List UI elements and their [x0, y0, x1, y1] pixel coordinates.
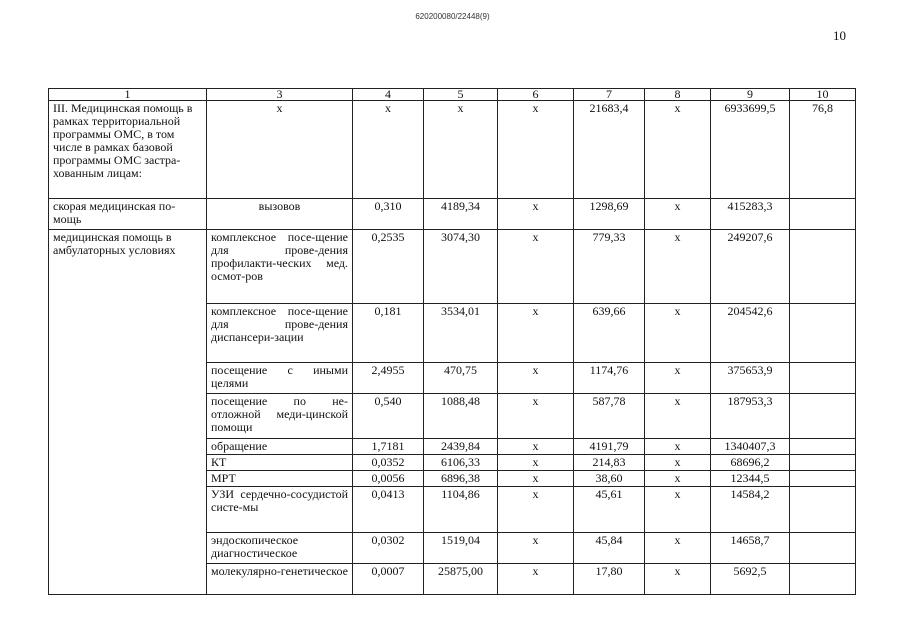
table-cell: молекулярно-генетическое — [207, 564, 353, 595]
table-cell: x — [498, 487, 574, 533]
table-cell: 204542,6 — [711, 304, 790, 363]
data-table — [48, 88, 856, 595]
table-cell: 3074,30 — [424, 230, 498, 304]
header-cell: 7 — [574, 89, 645, 101]
table-cell: 0,181 — [353, 304, 424, 363]
table-cell: 1298,69 — [574, 199, 645, 230]
table-cell — [790, 199, 856, 230]
table-cell: 1,7181 — [353, 439, 424, 455]
table-cell: x — [498, 471, 574, 487]
table-cell: 68696,2 — [711, 455, 790, 471]
header-cell: 5 — [424, 89, 498, 101]
table-cell: 5692,5 — [711, 564, 790, 595]
table-cell: 0,0413 — [353, 487, 424, 533]
table-cell: 76,8 — [790, 101, 856, 199]
table-cell: 21683,4 — [574, 101, 645, 199]
table-cell: x — [645, 101, 711, 199]
table-cell: 639,66 — [574, 304, 645, 363]
table-cell: МРТ — [207, 471, 353, 487]
table-cell: x — [645, 394, 711, 439]
table-cell: 45,84 — [574, 533, 645, 564]
table-cell: 3534,01 — [424, 304, 498, 363]
table-cell: посещение по не-отложной меди-цинской помощи — [207, 394, 353, 439]
table-cell: 0,2535 — [353, 230, 424, 304]
table-cell: x — [498, 363, 574, 394]
table-cell: 415283,3 — [711, 199, 790, 230]
table-cell: 0,310 — [353, 199, 424, 230]
table-cell: комплексное посе-щение для прове-дения профилакти-ческих мед. осмот-ров — [207, 230, 353, 304]
table-cell: 0,0352 — [353, 455, 424, 471]
table-cell: комплексное посе-щение для прове-дения диспансери-зации — [207, 304, 353, 363]
table-cell: 25875,00 — [424, 564, 498, 595]
table-cell: 587,78 — [574, 394, 645, 439]
table-cell: 45,61 — [574, 487, 645, 533]
table-cell: 12344,5 — [711, 471, 790, 487]
table-cell: 0,0056 — [353, 471, 424, 487]
table-cell: 214,83 — [574, 455, 645, 471]
table-cell: x — [645, 199, 711, 230]
table-cell — [790, 394, 856, 439]
table-cell: x — [645, 304, 711, 363]
table-cell: 6106,33 — [424, 455, 498, 471]
table-cell — [790, 471, 856, 487]
table-cell: x — [645, 439, 711, 455]
table-cell: 38,60 — [574, 471, 645, 487]
table-cell — [790, 439, 856, 455]
table-cell: 17,80 — [574, 564, 645, 595]
table-cell: x — [498, 199, 574, 230]
table-cell — [790, 564, 856, 595]
table-cell: 2439,84 — [424, 439, 498, 455]
table-header-row — [49, 89, 856, 101]
table-cell: x — [498, 230, 574, 304]
table-cell: 375653,9 — [711, 363, 790, 394]
table-row — [49, 199, 856, 230]
table-cell: 1340407,3 — [711, 439, 790, 455]
table-cell — [790, 487, 856, 533]
table-cell: 6933699,5 — [711, 101, 790, 199]
table-cell — [790, 363, 856, 394]
header-cell: 3 — [207, 89, 353, 101]
table-cell: 1104,86 — [424, 487, 498, 533]
table-cell: x — [353, 101, 424, 199]
table-cell: 0,0007 — [353, 564, 424, 595]
table-cell: x — [645, 230, 711, 304]
table-cell: 1088,48 — [424, 394, 498, 439]
header-cell: 4 — [353, 89, 424, 101]
table-cell: эндоскопическое диагностическое — [207, 533, 353, 564]
table-cell: 470,75 — [424, 363, 498, 394]
table-cell: x — [645, 455, 711, 471]
table-cell: x — [645, 471, 711, 487]
table-cell: 1519,04 — [424, 533, 498, 564]
table-cell: обращение — [207, 439, 353, 455]
page-number: 10 — [833, 28, 846, 43]
table-cell: x — [645, 363, 711, 394]
table-cell: x — [645, 487, 711, 533]
table-cell: 0,540 — [353, 394, 424, 439]
table-cell: x — [645, 533, 711, 564]
table-cell: 6896,38 — [424, 471, 498, 487]
table-cell: III. Медицинская помощь в рамках территориальной программы ОМС, в том числе в рамках базовой программы ОМС застра-хованным лицам: — [49, 101, 207, 199]
table-cell: вызовов — [207, 199, 353, 230]
table-cell: 0,0302 — [353, 533, 424, 564]
table-cell: 2,4955 — [353, 363, 424, 394]
table-cell: КТ — [207, 455, 353, 471]
table-cell: посещение с иными целями — [207, 363, 353, 394]
table-cell: 4191,79 — [574, 439, 645, 455]
table-cell: 779,33 — [574, 230, 645, 304]
table-cell: 14584,2 — [711, 487, 790, 533]
header-cell: 8 — [645, 89, 711, 101]
table-cell: 1174,76 — [574, 363, 645, 394]
table-cell — [790, 455, 856, 471]
table-cell: x — [498, 439, 574, 455]
table-cell: x — [645, 564, 711, 595]
header-cell: 1 — [49, 89, 207, 101]
table-cell: 249207,6 — [711, 230, 790, 304]
table-cell — [790, 304, 856, 363]
table-cell: 14658,7 — [711, 533, 790, 564]
header-cell: 9 — [711, 89, 790, 101]
table-cell: x — [498, 101, 574, 199]
table-cell — [790, 533, 856, 564]
table-cell: УЗИ сердечно-сосудистой систе-мы — [207, 487, 353, 533]
table-cell: медицинская помощь в амбулаторных условиях — [49, 230, 207, 595]
header-cell: 6 — [498, 89, 574, 101]
table-cell: x — [207, 101, 353, 199]
table-cell: x — [424, 101, 498, 199]
table-row — [49, 101, 856, 199]
table-cell: 4189,34 — [424, 199, 498, 230]
table-cell: скорая медицинская по-мощь — [49, 199, 207, 230]
table-cell: x — [498, 394, 574, 439]
table-cell: x — [498, 455, 574, 471]
table-cell: x — [498, 564, 574, 595]
table-cell: 187953,3 — [711, 394, 790, 439]
header-cell: 10 — [790, 89, 856, 101]
table-row — [49, 230, 856, 304]
table-cell: x — [498, 304, 574, 363]
document-id: 620200080/22448(9) — [415, 12, 490, 21]
table-cell — [790, 230, 856, 304]
table-cell: x — [498, 533, 574, 564]
